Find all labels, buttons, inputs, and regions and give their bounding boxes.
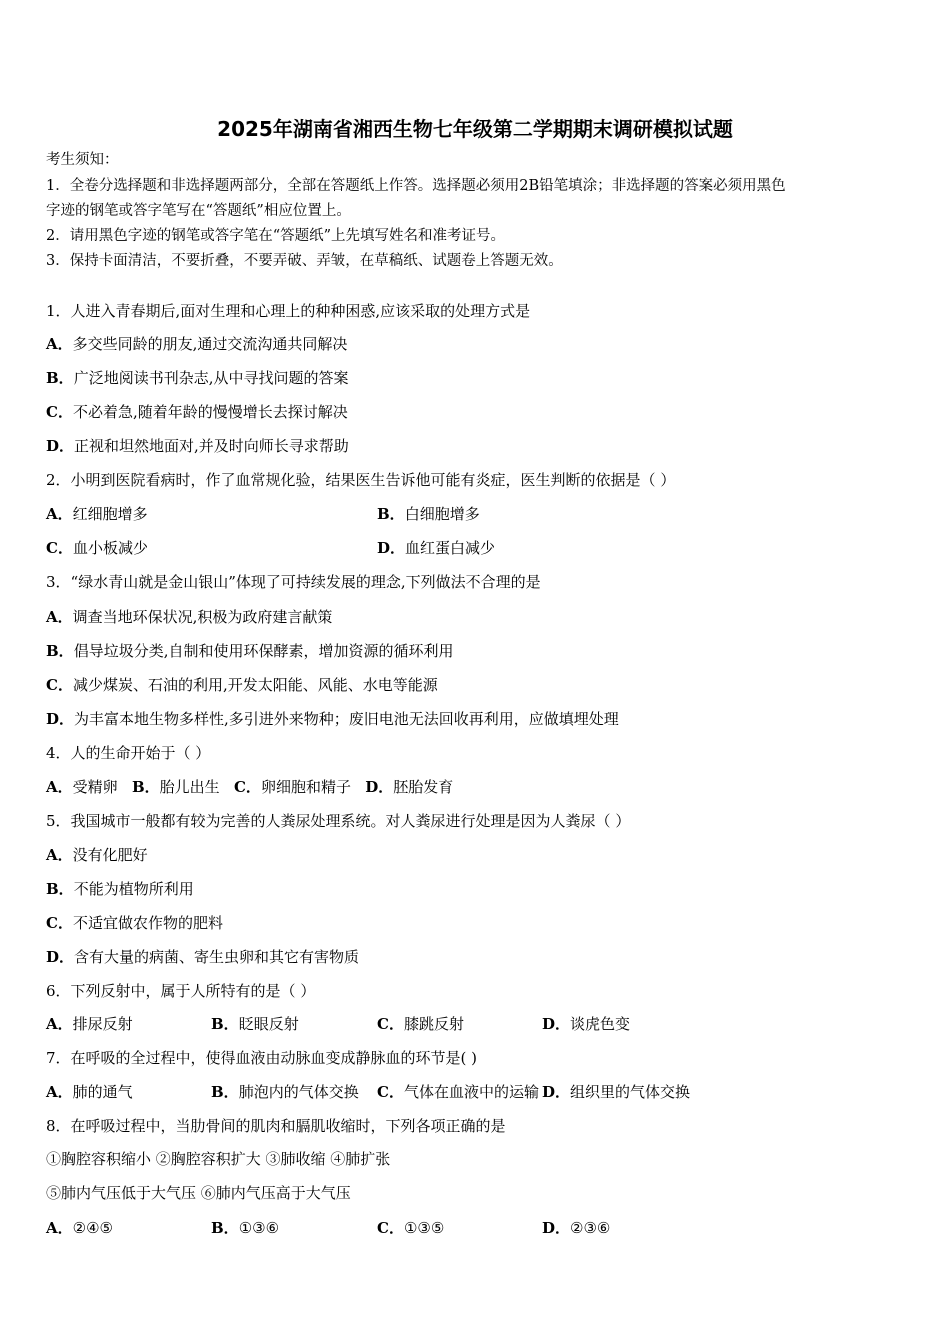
option [46,879,194,899]
option-letter: C． [377,1015,404,1033]
question-stem: 4．人的生命开始于（ ） [46,744,211,762]
option [46,538,148,558]
option-text: 多交些同龄的朋友,通过交流沟通共同解决 [72,335,348,353]
option-text: 减少煤炭、石油的利用,开发太阳能、风能、水电等能源 [72,676,438,694]
option [46,504,148,524]
option [46,436,349,456]
option [46,947,359,967]
option-text: 胚胎发育 [393,778,454,796]
option-letter: C． [46,676,73,694]
option [211,1082,359,1102]
option-text: 肺的通气 [72,1083,133,1101]
option-text: 膝跳反射 [403,1015,464,1033]
question-stem: 2．小明到医院看病时，作了血常规化验，结果医生告诉他可能有炎症，医生判断的依据是（ ） [46,471,676,489]
statement-line: ①胸腔容积缩小 ②胸腔容积扩大 ③肺收缩 ④肺扩张 [46,1150,391,1168]
option-letter: A． [46,505,73,523]
option-letter: D． [46,710,75,728]
option [46,913,223,933]
option [46,402,348,422]
option-letter: B． [131,778,160,796]
option-letter: D． [46,948,75,966]
option-letter: C． [46,403,73,421]
option-text: 不必着急,随着年龄的慢慢增长去探讨解决 [72,403,348,421]
option [542,1014,630,1034]
option-letter: A． [46,778,73,796]
option-text: 血小板减少 [72,539,148,557]
option [46,1082,133,1102]
option-letter: A． [46,1219,73,1237]
option-letter: B． [46,642,74,660]
option-letter: B． [211,1083,239,1101]
option-text: 没有化肥好 [72,846,148,864]
option-text: 倡导垃圾分类,自制和使用环保酵素，增加资源的循环利用 [73,642,454,660]
option-row [46,777,453,797]
option [377,1218,444,1238]
option [377,504,480,524]
question-stem: 3．“绿水青山就是金山银山”体现了可持续发展的理念,下列做法不合理的是 [46,573,541,591]
option [542,1218,610,1238]
option-text: 受精卵 [72,778,118,796]
option [377,538,495,558]
question-stem: 6．下列反射中，属于人所特有的是（ ） [46,982,316,1000]
option-text: 胎儿出生 [159,778,220,796]
option-letter: C． [46,539,73,557]
option-text: 眨眼反射 [238,1015,299,1033]
option-text: 红细胞增多 [72,505,148,523]
option-letter: D． [365,778,394,796]
option-letter: A． [46,1083,73,1101]
option [377,1014,464,1034]
option [211,1218,279,1238]
question-stem: 1．人进入青春期后,面对生理和心理上的种种困惑,应该采取的处理方式是 [46,302,531,320]
option-text: 正视和坦然地面对,并及时向师长寻求帮助 [74,437,349,455]
option [46,607,332,627]
option-text: ①③⑤ [403,1219,445,1237]
option-text: 血红蛋白减少 [405,539,496,557]
option-text: 为丰富本地生物多样性,多引进外来物种；废旧电池无法回收再利用，应做填埋处理 [74,710,619,728]
option-letter: B． [377,505,405,523]
statement-line: ⑤肺内气压低于大气压 ⑥肺内气压高于大气压 [46,1184,351,1202]
option [46,709,619,729]
option [46,675,438,695]
option-text: 调查当地环保状况,积极为政府建言献策 [72,608,333,626]
option-text: 不能为植物所利用 [73,880,194,898]
option [46,845,148,865]
option-letter: D． [377,539,406,557]
option-letter: D． [542,1083,571,1101]
option [234,778,365,796]
option-letter: C． [46,914,73,932]
notice-item: 字迹的钢笔或答字笔写在“答题纸”相应位置上。 [46,203,351,219]
option-letter: A． [46,1015,73,1033]
option [211,1014,299,1034]
option-letter: C． [233,778,261,796]
notice-item: 3．保持卡面清洁，不要折叠，不要弄破、弄皱，在草稿纸、试题卷上答题无效。 [46,253,563,269]
option-letter: C． [377,1083,404,1101]
option-letter: B． [211,1015,239,1033]
option [377,1082,539,1102]
option-text: ①③⑥ [238,1219,280,1237]
option-letter: B． [46,880,74,898]
option-letter: B． [211,1219,239,1237]
option-text: 组织里的气体交换 [570,1083,691,1101]
option-text: 气体在血液中的运输 [403,1083,539,1101]
option-letter: D． [542,1219,571,1237]
notice-item: 1．全卷分选择题和非选择题两部分，全部在答题纸上作答。选择题必须用2B铅笔填涂；非选择题的答案必须用黑色 [46,178,786,194]
question-stem: 8．在呼吸过程中，当肋骨间的肌肉和膈肌收缩时，下列各项正确的是 [46,1117,506,1135]
option-text: 肺泡内的气体交换 [238,1083,359,1101]
notice-item: 2．请用黑色字迹的钢笔或答字笔在“答题纸”上先填写姓名和准考证号。 [46,228,506,244]
option [46,641,453,661]
question-stem: 7．在呼吸的全过程中，使得血液由动脉血变成静脉血的环节是( ) [46,1049,478,1067]
option-text: ②③⑥ [570,1219,611,1237]
option-letter: D． [46,437,75,455]
option [46,1218,113,1238]
option-text: 排尿反射 [72,1015,133,1033]
question-stem: 5．我国城市一般都有较为完善的人粪尿处理系统。对人粪尿进行处理是因为人粪尿（ ） [46,812,631,830]
option [46,1014,133,1034]
option [46,778,132,796]
option-text: 白细胞增多 [404,505,480,523]
option-text: 不适宜做农作物的肥料 [72,914,223,932]
option-text: 广泛地阅读书刊杂志,从中寻找问题的答案 [73,369,349,387]
option-letter: A． [46,608,73,626]
option [132,778,234,796]
option [542,1082,690,1102]
option-text: 谈虎色变 [570,1015,631,1033]
page-title: 2025年湖南省湘西生物七年级第二学期期末调研模拟试题 [217,117,733,141]
option-text: ②④⑤ [72,1219,113,1237]
option [46,334,347,354]
option [365,778,453,796]
notice-heading: 考生须知： [46,152,119,168]
option-letter: A． [46,335,73,353]
option-letter: D． [542,1015,571,1033]
option [46,368,348,388]
option-text: 含有大量的病菌、寄生虫卵和其它有害物质 [74,948,360,966]
option-text: 卵细胞和精子 [260,778,351,796]
option-letter: B． [46,369,74,387]
option-letter: C． [377,1219,404,1237]
option-letter: A． [46,846,73,864]
